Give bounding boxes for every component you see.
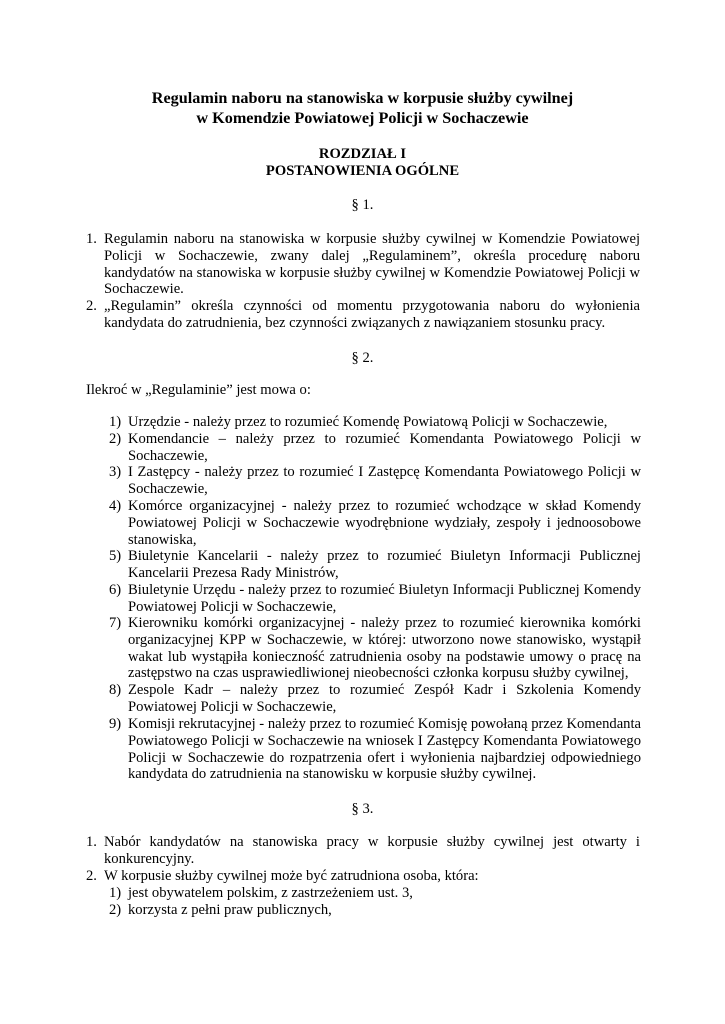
item-number: 8) — [109, 682, 122, 698]
item-number: 5) — [109, 548, 122, 564]
section-2-intro: Ilekroć w „Regulaminie” jest mowa o: — [86, 382, 311, 398]
item-number: 1. — [86, 834, 97, 850]
chapter-title: POSTANOWIENIA OGÓLNE — [265, 163, 460, 179]
item-text: Nabór kandydatów na stanowiska pracy w korpusie służby cywilnej jest otwarty i konkurencyjny. — [104, 834, 640, 867]
chapter-heading — [0, 146, 725, 180]
item-text: „Regulamin” określa czynności od momentu przygotowania naboru do wyłonienia kandydata do zatrudnienia, bez czynności związanych z nawiązaniem stosunku pracy. — [104, 298, 640, 331]
item-text: Kierowniku komórki organizacyjnej - należy przez to rozumieć kierownika komórki organizacyjnej KPP w Sochaczewie, w której: utworzono nowe stanowisko, wystąpił wakat lub wystąpiła konieczność zatrudnienia osoby na podstawie umowy o pracę na zastępstwo na czas usprawiedliwionej nieobecności członka korpusu służby cywilnej, — [128, 615, 641, 682]
item-number: 2) — [109, 431, 122, 447]
item-text: Urzędzie - należy przez to rozumieć Komendę Powiatową Policji w Sochaczewie, — [128, 414, 608, 430]
item-number: 2) — [109, 902, 122, 918]
section-3-heading: § 3. — [351, 801, 374, 817]
title-line-1: Regulamin naboru na stanowiska w korpusie służby cywilnej — [151, 89, 574, 107]
item-number: 4) — [109, 498, 122, 514]
item-number: 1. — [86, 231, 97, 247]
item-text: Biuletynie Kancelarii - należy przez to rozumieć Biuletyn Informacji Publicznej Kancelarii Prezesa Rady Ministrów, — [128, 548, 641, 581]
item-number: 6) — [109, 582, 122, 598]
item-number: 9) — [109, 716, 122, 732]
item-text: I Zastępcy - należy przez to rozumieć I Zastępcę Komendanta Powiatowego Policji w Sochaczewie, — [128, 464, 641, 497]
item-text: Komendancie – należy przez to rozumieć Komendanta Powiatowego Policji w Sochaczewie, — [128, 431, 641, 464]
item-text: Zespole Kadr – należy przez to rozumieć Zespół Kadr i Szkolenia Komendy Powiatowej Policji w Sochaczewie, — [128, 682, 641, 715]
section-1-heading: § 1. — [351, 197, 374, 213]
item-number: 3) — [109, 464, 122, 480]
item-text: Komórce organizacyjnej - należy przez to rozumieć wchodzące w skład Komendy Powiatowej Policji w Sochaczewie wyodrębnione wydziały, zespoły i jednoosobowe stanowiska, — [128, 498, 641, 548]
item-text: Komisji rekrutacyjnej - należy przez to rozumieć Komisję powołaną przez Komendanta Powiatowego Policji w Sochaczewie na wniosek I Zastępcy Komendanta Powiatowego Policji w Sochaczewie do rozpatrzenia ofert i wyłonienia najbardziej odpowiedniego kandydata do zatrudnienia na stanowisku w korpusie służby cywilnej. — [128, 716, 642, 783]
item-number: 7) — [109, 615, 122, 631]
document-title — [0, 88, 725, 128]
item-text: Regulamin naboru na stanowiska w korpusie służby cywilnej w Komendzie Powiatowej Policji w Sochaczewie, zwany dalej „Regulaminem”, określa procedurę naboru kandydatów na stanowiska w korpusie służby cywilnej w Komendzie Powiatowej Policji w Sochaczewie. — [104, 231, 640, 298]
item-text: korzysta z pełni praw publicznych, — [128, 902, 332, 918]
title-line-2: w Komendzie Powiatowej Policji w Sochaczewie — [196, 109, 529, 127]
item-number: 2. — [86, 868, 97, 884]
item-number: 2. — [86, 298, 97, 314]
item-number: 1) — [109, 885, 122, 901]
item-text: W korpusie służby cywilnej może być zatrudniona osoba, która: — [104, 868, 479, 884]
chapter-number: ROZDZIAŁ I — [318, 146, 407, 162]
item-number: 1) — [109, 414, 122, 430]
section-2-heading: § 2. — [351, 350, 374, 366]
item-text: Biuletynie Urzędu - należy przez to rozumieć Biuletyn Informacji Publicznej Komendy Powiatowej Policji w Sochaczewie, — [128, 582, 641, 615]
item-text: jest obywatelem polskim, z zastrzeżeniem ust. 3, — [128, 885, 413, 901]
